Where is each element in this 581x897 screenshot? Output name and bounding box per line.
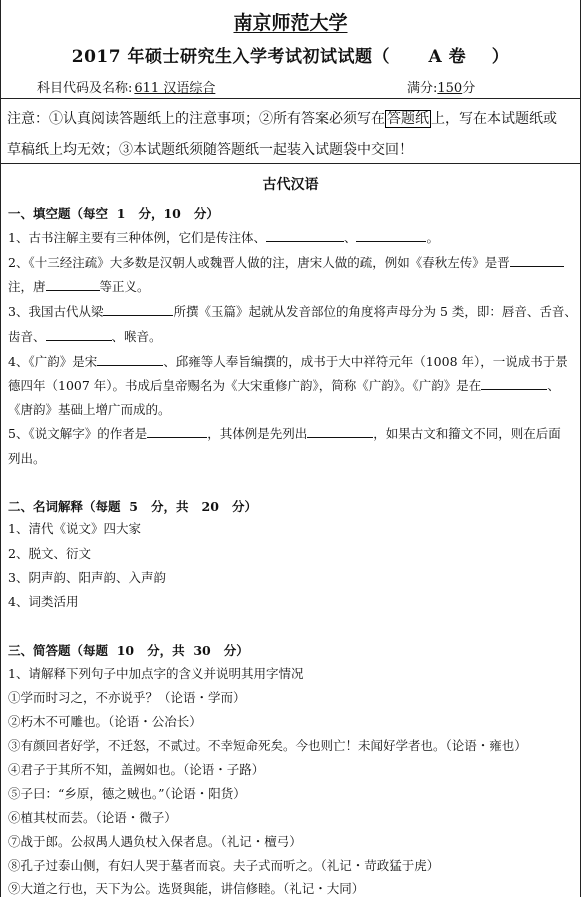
question-3: 3、我国古代从梁 所撰《玉篇》起就从发音部位的角度将声母分为 5 类，即：唇音、舌音、 xyxy=(8,304,577,319)
score-unit: 分 xyxy=(462,81,476,96)
part3-intro: 1、请解释下列句子中加点字的含义并说明其用字情况 xyxy=(8,666,304,681)
question-4-cont2: 《唐韵》基础上增广而成的。 xyxy=(8,402,171,417)
sentence-item: ⑨大道之行也，天下为公。选贤與能，讲信修睦。（礼记・大同） xyxy=(8,881,365,896)
question-2-cont: 注，唐 等正义。 xyxy=(8,279,150,294)
question-1: 1、古书注解主要有三种体例，它们是传注体、 、 。 xyxy=(8,230,439,245)
question-5: 5、《说文解字》的作者是 ，其体例是先列出 ，如果古文和籀文不同，则在后面 xyxy=(8,426,561,441)
sentence-item: ②朽木不可雕也。（论语・公冶长） xyxy=(8,714,202,729)
sentence-item: ⑦战于郎。公叔禺人遇负杖入保者息。（礼记・檀弓） xyxy=(8,834,302,849)
subject-label: 科目代码及名称: xyxy=(37,81,133,96)
answer-sheet-boxed: 答题纸 xyxy=(387,111,429,127)
score-value: 150 xyxy=(437,81,463,96)
question-5-cont: 列出。 xyxy=(8,451,46,466)
score-line xyxy=(407,77,475,96)
notice-line-2: 草稿纸上均无效；③本试题纸须随答题纸一起装入试题袋中交回！ xyxy=(7,142,413,158)
part1-heading: 一、填空题（每空 1 分，10 分） xyxy=(8,206,219,221)
exam-title: 2017 年硕士研究生入学考试初试试题（ A 卷 ） xyxy=(71,47,510,67)
sentence-item: ④君子于其所不知，盖阙如也。（论语・子路） xyxy=(8,762,265,777)
section-title: 古代汉语 xyxy=(262,177,319,193)
notice-block xyxy=(7,104,574,166)
subject-line xyxy=(37,77,215,96)
subject-value: 611 汉语综合 xyxy=(134,81,216,96)
notice-line-1: 注意：①认真阅读答题纸上的注意事项；②所有答案必须写在 答题纸 上，写在本试题纸或 xyxy=(7,111,557,127)
divider-notice xyxy=(1,163,580,164)
part3-heading: 三、简答题（每题 10 分，共 30 分） xyxy=(8,643,249,658)
sentence-item: ⑧孔子过泰山侧，有妇人哭于墓者而哀。夫子式而听之。（礼记・苛政猛于虎） xyxy=(8,858,440,873)
score-label: 满分: xyxy=(407,81,438,96)
sentence-item: ③有颜回者好学，不迁怒，不贰过。不幸短命死矣。今也则亡！未闻好学者也。（论语・雍也） xyxy=(8,738,527,753)
question-4: 4、《广韵》是宋 、邱雍等人奉旨编撰的，成书于大中祥符元年（1008 年），一说成书于景 xyxy=(8,354,568,369)
sentence-item: ⑥植其杖而芸。（论语・微子） xyxy=(8,810,177,825)
term-item: 2、脱文、衍文 xyxy=(8,546,91,561)
question-2: 2、《十三经注疏》大多数是汉朝人或魏晋人做的注，唐宋人做的疏，例如《春秋左传》是晋 xyxy=(8,254,574,271)
university-title: 南京师范大学 xyxy=(233,12,348,34)
sentence-item: ①学而时习之，不亦说乎？（论语・学而） xyxy=(8,690,246,705)
term-item: 4、词类活用 xyxy=(8,594,79,609)
question-4-cont: 德四年（1007 年）。书成后皇帝赐名为《大宋重修广韵》，简称《广韵》。《广韵》是在 、 xyxy=(8,378,560,393)
divider-top xyxy=(1,98,580,99)
part2-heading: 二、名词解释（每题 5 分，共 20 分） xyxy=(8,499,257,514)
sentence-item: ⑤子曰：“乡原，德之贼也。”（论语・阳货） xyxy=(8,786,246,801)
question-3-cont: 齿音、 、喉音。 xyxy=(8,329,162,344)
term-item: 3、阴声韵、阳声韵、入声韵 xyxy=(8,570,166,585)
term-item: 1、清代《说文》四大家 xyxy=(8,521,141,536)
